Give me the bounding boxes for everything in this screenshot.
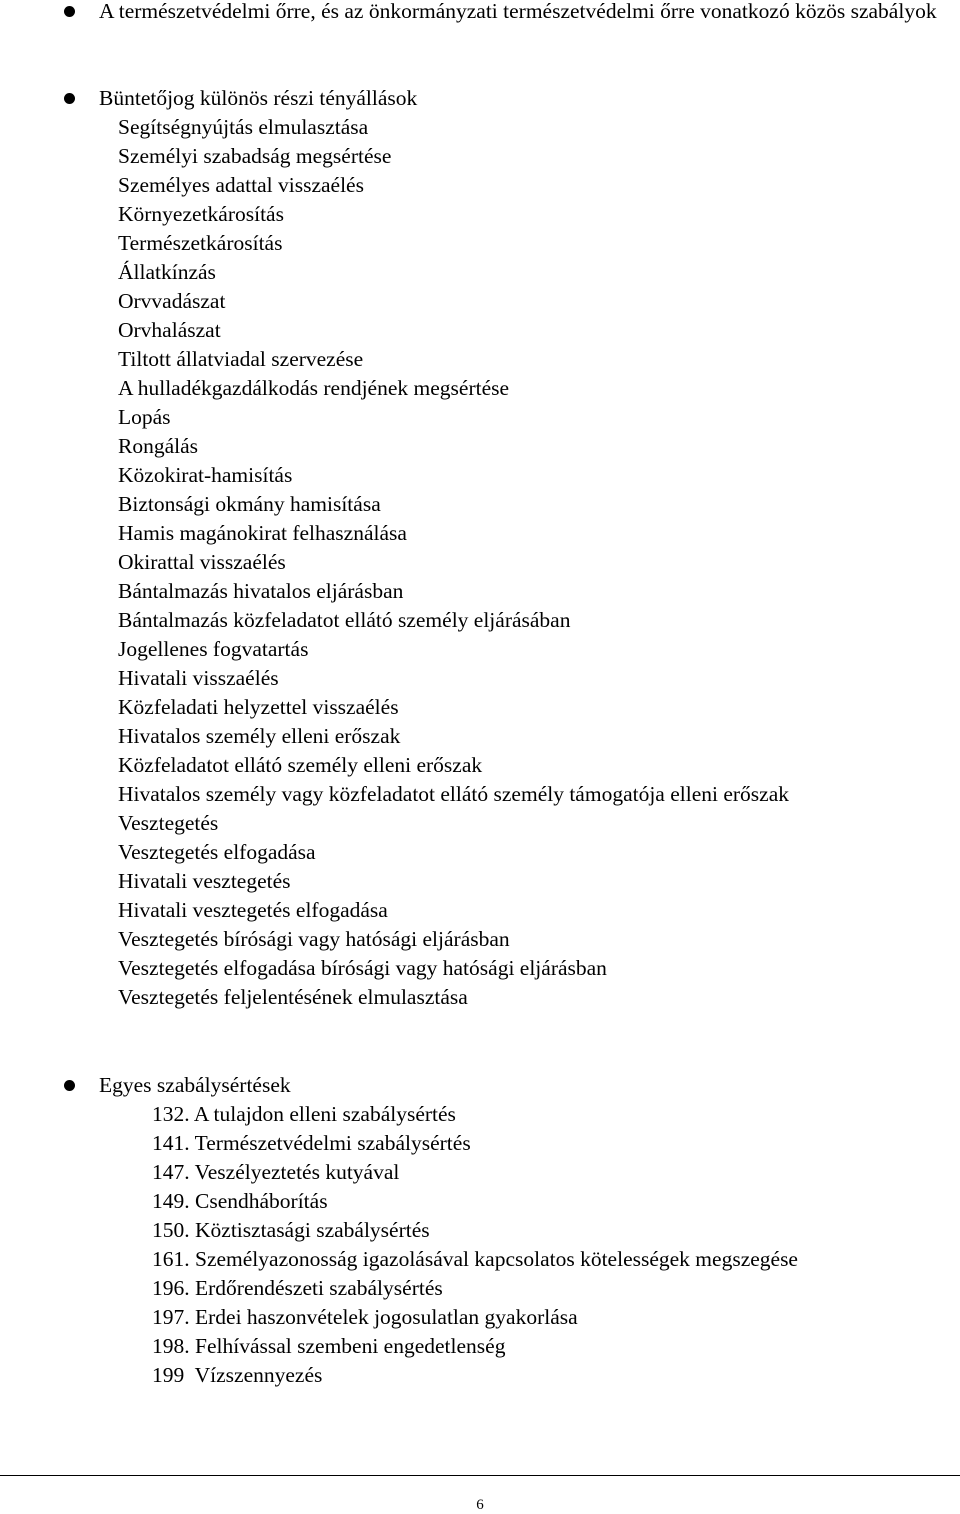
list-item: Hivatalos személy elleni erőszak xyxy=(118,724,401,748)
list-item: Természetkárosítás xyxy=(118,231,283,255)
bullet-section-intro xyxy=(0,0,960,26)
list-item: 132. A tulajdon elleni szabálysértés xyxy=(152,1102,456,1126)
bullet-icon xyxy=(64,6,75,17)
footer-divider xyxy=(0,1475,960,1476)
list-item: Segítségnyújtás elmulasztása xyxy=(118,115,369,139)
list-item: 141. Természetvédelmi szabálysértés xyxy=(152,1131,471,1155)
list-item: Vesztegetés feljelentésének elmulasztása xyxy=(118,985,468,1009)
list-item: Vesztegetés elfogadása bírósági vagy hatósági eljárásban xyxy=(118,956,607,980)
list-item: Lopás xyxy=(118,405,171,429)
bullet-section-misdemeanor xyxy=(0,1071,960,1390)
list-item: Hamis magánokirat felhasználása xyxy=(118,521,407,545)
list-item: Jogellenes fogvatartás xyxy=(118,637,309,661)
section-criminal-title: Büntetőjog különös részi tényállások xyxy=(99,86,418,110)
list-item: Tiltott állatviadal szervezése xyxy=(118,347,364,371)
criminal-offence-list xyxy=(0,113,960,1012)
list-item: Állatkínzás xyxy=(118,260,216,284)
page-number: 6 xyxy=(476,1497,484,1513)
list-item: Vesztegetés elfogadása xyxy=(118,840,316,864)
list-item: Közfeladatot ellátó személy elleni erőszak xyxy=(118,753,483,777)
bullet-section-criminal xyxy=(0,84,960,1012)
list-item: Vesztegetés bírósági vagy hatósági eljárásban xyxy=(118,927,510,951)
list-item: Biztonsági okmány hamisítása xyxy=(118,492,381,516)
list-item: Bántalmazás közfeladatot ellátó személy eljárásában xyxy=(118,608,571,632)
list-item: 198. Felhívással szembeni engedetlenség xyxy=(152,1334,506,1358)
list-item: 161. Személyazonosság igazolásával kapcsolatos kötelességek megszegése xyxy=(152,1247,798,1271)
list-item: Hivatali vesztegetés xyxy=(118,869,291,893)
bullet-icon xyxy=(64,93,75,104)
list-item: Rongálás xyxy=(118,434,199,458)
list-item: Hivatalos személy vagy közfeladatot ellátó személy támogatója elleni erőszak xyxy=(118,782,790,806)
list-item: Bántalmazás hivatalos eljárásban xyxy=(118,579,404,603)
section-misdemeanor-title: Egyes szabálysértések xyxy=(99,1073,291,1097)
section-intro-text: A természetvédelmi őrre, és az önkormányzati természetvédelmi őrre vonatkozó közös szabályok xyxy=(99,0,937,23)
list-item: 150. Köztisztasági szabálysértés xyxy=(152,1218,430,1242)
list-item: Személyi szabadság megsértése xyxy=(118,144,392,168)
list-item: Vesztegetés xyxy=(118,811,219,835)
bullet-icon xyxy=(64,1080,75,1091)
list-item: Környezetkárosítás xyxy=(118,202,284,226)
list-item: 199 Vízszennyezés xyxy=(152,1363,323,1387)
list-item: 196. Erdőrendészeti szabálysértés xyxy=(152,1276,443,1300)
list-item: Orvvadászat xyxy=(118,289,226,313)
list-item: Hivatali visszaélés xyxy=(118,666,279,690)
list-item: 149. Csendháborítás xyxy=(152,1189,328,1213)
list-item: 197. Erdei haszonvételek jogosulatlan gyakorlása xyxy=(152,1305,578,1329)
list-item: Orvhalászat xyxy=(118,318,221,342)
list-item: Okirattal visszaélés xyxy=(118,550,286,574)
misdemeanor-list xyxy=(0,1100,960,1390)
list-item: Közfeladati helyzettel visszaélés xyxy=(118,695,399,719)
list-item: Hivatali vesztegetés elfogadása xyxy=(118,898,388,922)
list-item: 147. Veszélyeztetés kutyával xyxy=(152,1160,400,1184)
list-item: A hulladékgazdálkodás rendjének megsértése xyxy=(118,376,510,400)
list-item: Közokirat-hamisítás xyxy=(118,463,293,487)
list-item: Személyes adattal visszaélés xyxy=(118,173,364,197)
